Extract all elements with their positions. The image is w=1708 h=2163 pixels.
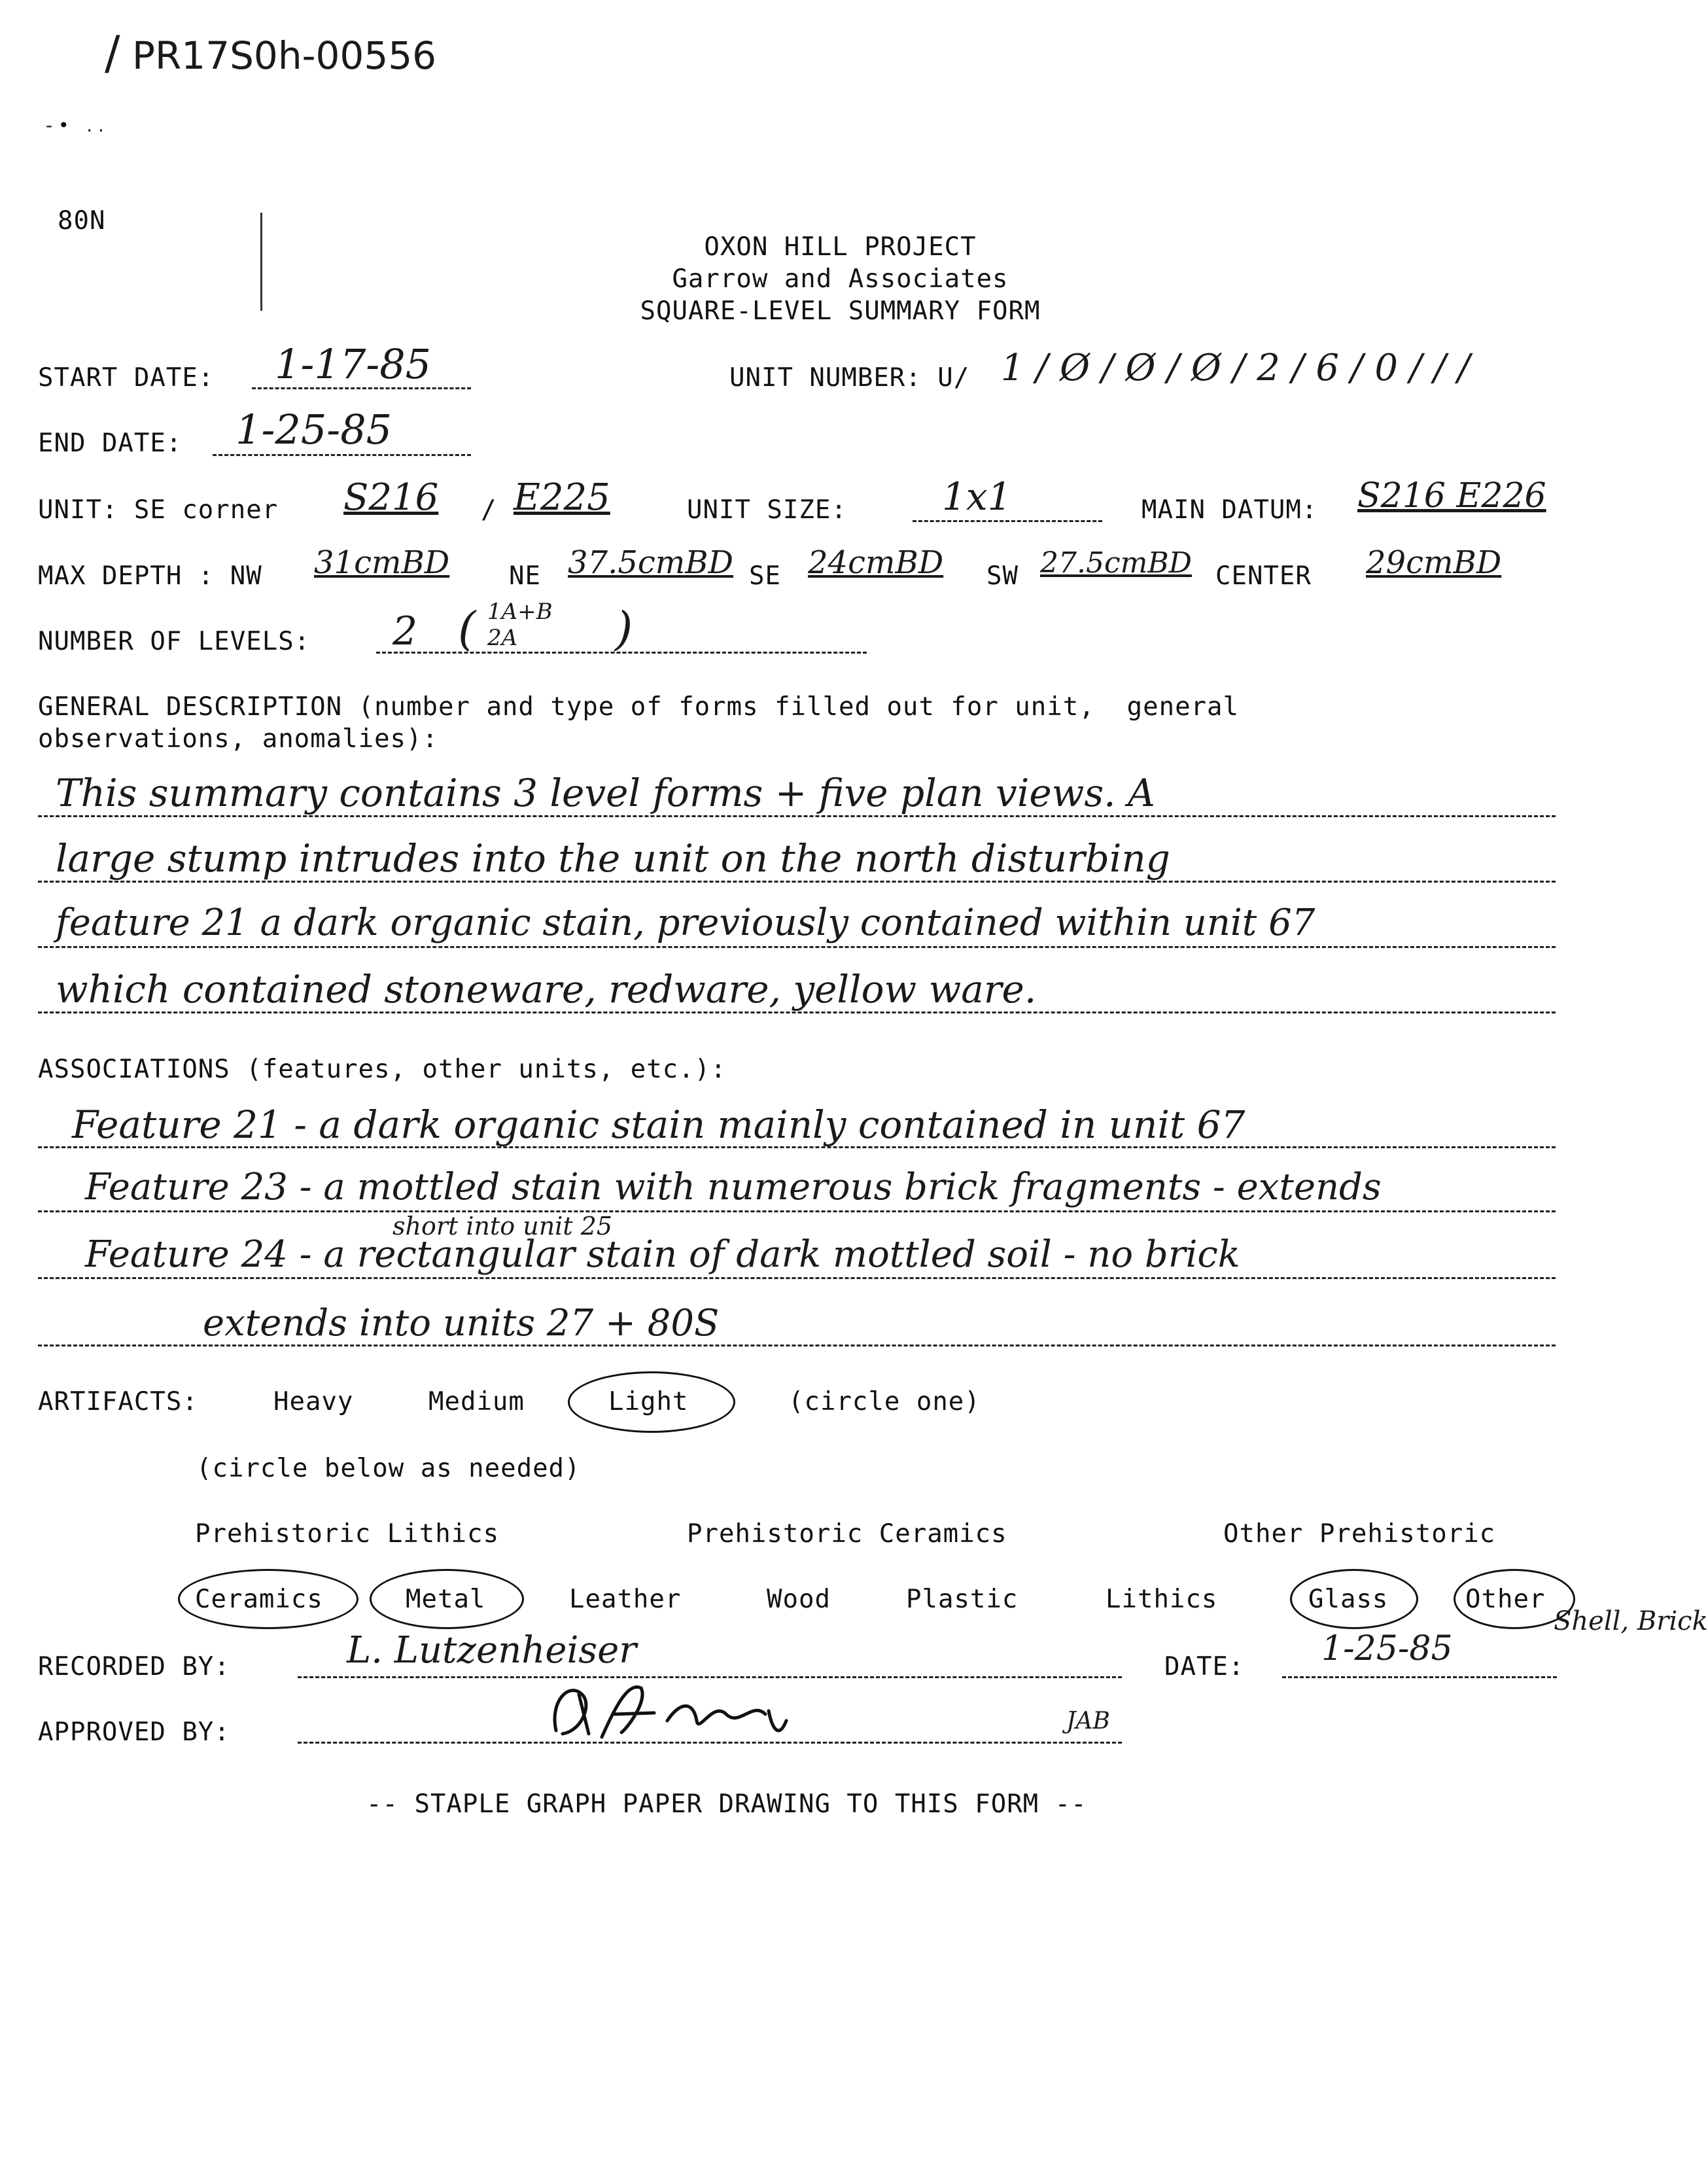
associations-line-2: Feature 23 - a mottled stain with numerous brick fragments - extends (85, 1166, 1382, 1208)
artifacts-prehistoric-lithics: Prehistoric Lithics (195, 1519, 500, 1549)
approved-by-label: APPROVED BY: (38, 1717, 230, 1747)
artifacts-lithics: Lithics (1106, 1585, 1218, 1614)
recorded-by-label: RECORDED BY: (38, 1652, 230, 1681)
associations-line-1: Feature 21 - a dark organic stain mainly contained in unit 67 (72, 1102, 1246, 1147)
center-depth-value: 29cmBD (1366, 544, 1502, 581)
unit-size-label: UNIT SIZE: (687, 495, 847, 525)
artifacts-heavy: Heavy (273, 1387, 354, 1416)
doc-id-annotation: / PR17S0h-00556 (105, 26, 437, 80)
associations-rule-3 (38, 1277, 1556, 1279)
associations-rule-1 (38, 1146, 1556, 1148)
general-description-rule-4 (38, 1011, 1556, 1013)
max-depth-label: MAX DEPTH : NW (38, 561, 262, 591)
associations-line-4: extends into units 27 + 80S (203, 1302, 720, 1345)
artifacts-other-note: Shell, Brick (1554, 1606, 1708, 1636)
artifacts-other-prehistoric: Other Prehistoric (1223, 1519, 1496, 1549)
artifacts-label: ARTIFACTS: (38, 1387, 198, 1416)
general-description-rule-1 (38, 815, 1556, 817)
end-date-line (213, 454, 471, 456)
general-description-label-cont: observations, anomalies): (38, 724, 438, 754)
corner-mark: 80N (58, 206, 106, 236)
main-datum-value: S216 E226 (1357, 476, 1546, 516)
artifacts-other: Other (1465, 1585, 1546, 1614)
artifacts-metal: Metal (406, 1585, 486, 1614)
associations-insert-note: short into unit 25 (392, 1212, 613, 1240)
approved-by-line (298, 1742, 1122, 1744)
ne-label: NE (509, 561, 541, 591)
artifacts-light: Light (608, 1387, 689, 1416)
title-company: Garrow and Associates (672, 264, 1009, 294)
start-date-value: 1-17-85 (275, 340, 432, 388)
general-description-label: GENERAL DESCRIPTION (number and type of forms filled out for unit, general (38, 692, 1239, 722)
unit-slash: / (481, 495, 497, 525)
associations-rule-2 (38, 1210, 1556, 1212)
approved-by-signature (543, 1675, 818, 1747)
general-description-rule-3 (38, 946, 1556, 948)
approved-by-initials: JAB (1066, 1708, 1110, 1734)
unit-size-line (913, 520, 1102, 522)
artifacts-prehistoric-ceramics: Prehistoric Ceramics (687, 1519, 1007, 1549)
end-date-label: END DATE: (38, 429, 183, 458)
general-description-line-4: which contained stoneware, redware, yellow ware. (56, 967, 1037, 1011)
title-form: SQUARE-LEVEL SUMMARY FORM (640, 296, 1041, 326)
artifacts-glass: Glass (1308, 1585, 1389, 1614)
end-date-value: 1-25-85 (235, 406, 392, 453)
artifacts-ceramics: Ceramics (195, 1585, 323, 1614)
title-project: OXON HILL PROJECT (704, 232, 977, 262)
general-description-line-3: feature 21 a dark organic stain, previously contained within unit 67 (56, 902, 1316, 944)
sw-label: SW (986, 561, 1019, 591)
artifacts-circle-one: (circle one) (788, 1387, 981, 1416)
footer-staple-note: -- STAPLE GRAPH PAPER DRAWING TO THIS FORM -- (366, 1789, 1087, 1819)
artifacts-wood: Wood (767, 1585, 831, 1614)
start-date-line (252, 387, 471, 389)
associations-line-3: Feature 24 - a rectangular stain of dark mottled soil - no brick (85, 1233, 1240, 1276)
unit-size-value: 1x1 (942, 474, 1012, 519)
unit-label: UNIT: SE corner (38, 495, 279, 525)
unit-se-corner-s: S216 (343, 476, 439, 519)
associations-rule-4 (38, 1345, 1556, 1346)
artifacts-medium: Medium (428, 1387, 525, 1416)
levels-sub-top: 1A+B (487, 599, 553, 625)
unit-se-corner-e: E225 (514, 476, 610, 519)
center-label: CENTER (1215, 561, 1312, 591)
artifacts-plastic: Plastic (906, 1585, 1019, 1614)
levels-open-paren: ( (458, 602, 476, 656)
general-description-line-1: This summary contains 3 level forms + five plan views. A (56, 771, 1155, 815)
general-description-rule-2 (38, 881, 1556, 883)
date-value: 1-25-85 (1321, 1629, 1453, 1668)
unit-number-label: UNIT NUMBER: U/ (729, 363, 970, 393)
artifacts-circle-below: (circle below as needed) (196, 1454, 581, 1483)
date-label: DATE: (1164, 1652, 1245, 1681)
general-description-line-2: large stump intrudes into the unit on the north disturbing (56, 836, 1170, 881)
date-line (1282, 1676, 1557, 1678)
se-depth-value: 24cmBD (808, 544, 944, 581)
ne-depth-value: 37.5cmBD (568, 544, 734, 581)
nw-depth-value: 31cmBD (314, 544, 450, 581)
artifacts-leather: Leather (569, 1585, 682, 1614)
levels-close-paren: ) (615, 602, 633, 656)
main-datum-label: MAIN DATUM: (1142, 495, 1318, 525)
levels-label: NUMBER OF LEVELS: (38, 627, 311, 656)
levels-value: 2 (392, 608, 418, 654)
start-date-label: START DATE: (38, 363, 215, 393)
associations-label: ASSOCIATIONS (features, other units, etc.): (38, 1055, 727, 1084)
unit-number-value: 1 / Ø / Ø / Ø / 2 / 6 / 0 / / / (1001, 347, 1471, 389)
recorded-by-signature: L. Lutzenheiser (347, 1629, 637, 1672)
levels-sub-bottom: 2A (487, 625, 518, 651)
sw-depth-value: 27.5cmBD (1040, 546, 1192, 580)
levels-line (376, 652, 867, 654)
stray-marks: - • . . (46, 114, 104, 136)
se-label: SE (749, 561, 781, 591)
